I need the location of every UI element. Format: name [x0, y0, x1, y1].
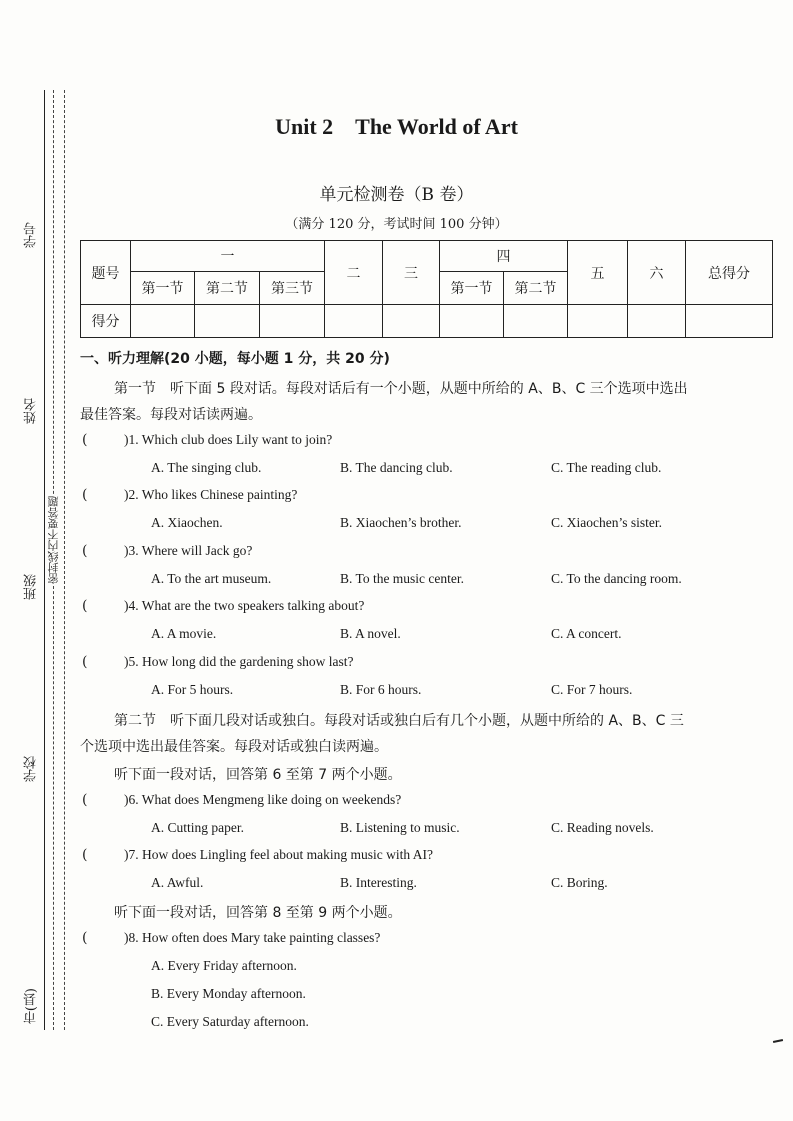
sub-section-1: 第一节: [131, 272, 195, 305]
answer-bracket[interactable]: (: [82, 543, 88, 559]
option-a: A. Every Friday afternoon.: [151, 958, 297, 973]
score-cell[interactable]: [383, 305, 440, 338]
section-two-instruction-cont: 个选项中选出最佳答案。每段对话或独白读两遍。: [80, 739, 388, 755]
score-row-label: 得分: [81, 305, 131, 338]
class-label: 班级: [24, 574, 39, 600]
score-cell[interactable]: [628, 305, 686, 338]
col-part-two: 二: [325, 241, 383, 305]
city-label: 市(县): [24, 988, 39, 1025]
answer-bracket[interactable]: (: [82, 654, 88, 670]
question-stem: )8. How often does Mary take painting classes?: [124, 930, 381, 945]
score-table: [80, 240, 773, 338]
score-cell[interactable]: [440, 305, 504, 338]
option-b: B. For 6 hours.: [340, 682, 422, 697]
option-a: A. Awful.: [151, 875, 204, 890]
col-part-three: 三: [383, 241, 440, 305]
option-a: A. For 5 hours.: [151, 682, 234, 697]
part-one-heading: 一、听力理解(20 小题，每小题 1 分，共 20 分): [80, 351, 390, 367]
question-stem: )6. What does Mengmeng like doing on weekends?: [124, 792, 402, 807]
option-b: B. The dancing club.: [340, 460, 453, 475]
option-a: A. Xiaochen.: [151, 515, 223, 530]
page-title: [0, 114, 793, 140]
section-one-instruction: 第一节 听下面 5 段对话。每段对话后有一个小题，从题中所给的 A、B、C 三个选项中选出: [114, 381, 688, 397]
dialog-6-7-instruction: 听下面一段对话，回答第 6 至第 7 两个小题。: [114, 767, 402, 783]
option-b: B. Every Monday afternoon.: [151, 986, 306, 1001]
option-c: C. For 7 hours.: [551, 682, 633, 697]
name-label: 姓名: [24, 398, 39, 424]
option-c: C. A concert.: [551, 626, 622, 641]
col-part-four: 四: [440, 241, 568, 272]
school-label: 学校: [24, 756, 39, 782]
sub-section-4-2: 第二节: [504, 272, 568, 305]
option-c: C. Every Saturday afternoon.: [151, 1014, 309, 1029]
option-a: A. To the art museum.: [151, 571, 272, 586]
sub-section-2: 第二节: [195, 272, 260, 305]
section-two-instruction: 第二节 听下面几段对话或独白。每段对话或独白后有几个小题，从题中所给的 A、B、C 三: [114, 713, 684, 729]
binding-margin: [0, 0, 75, 1121]
option-c: C. Boring.: [551, 875, 608, 890]
answer-bracket[interactable]: (: [82, 598, 88, 614]
score-cell[interactable]: [260, 305, 325, 338]
option-a: A. A movie.: [151, 626, 217, 641]
score-cell[interactable]: [568, 305, 628, 338]
col-part-one: 一: [131, 241, 325, 272]
score-cell[interactable]: [504, 305, 568, 338]
option-a: A. The singing club.: [151, 460, 262, 475]
question-stem: )2. Who likes Chinese painting?: [124, 487, 298, 502]
sub-section-3: 第三节: [260, 272, 325, 305]
question-stem: )4. What are the two speakers talking about?: [124, 598, 365, 613]
student-id-label: 学号: [24, 222, 39, 248]
option-a: A. Cutting paper.: [151, 820, 244, 835]
sub-section-4-1: 第一节: [440, 272, 504, 305]
score-cell[interactable]: [325, 305, 383, 338]
question-stem: )7. How does Lingling feel about making music with AI?: [124, 847, 433, 862]
question-number-header: 题号: [81, 241, 131, 305]
option-b: B. Listening to music.: [340, 820, 460, 835]
option-c: C. To the dancing room.: [551, 571, 682, 586]
score-cell[interactable]: [131, 305, 195, 338]
option-c: C. Reading novels.: [551, 820, 654, 835]
col-part-five: 五: [568, 241, 628, 305]
score-cell[interactable]: [686, 305, 773, 338]
title-unit: Unit 2: [275, 114, 334, 139]
option-b: B. Xiaochen’s brother.: [340, 515, 462, 530]
option-b: B. A novel.: [340, 626, 401, 641]
col-part-six: 六: [628, 241, 686, 305]
answer-bracket[interactable]: (: [82, 847, 88, 863]
answer-bracket[interactable]: (: [82, 432, 88, 448]
section-one-instruction-cont: 最佳答案。每段对话读两遍。: [80, 407, 262, 423]
score-cell[interactable]: [195, 305, 260, 338]
answer-bracket[interactable]: (: [82, 487, 88, 503]
dialog-8-9-instruction: 听下面一段对话，回答第 8 至第 9 两个小题。: [114, 905, 402, 921]
option-b: B. Interesting.: [340, 875, 417, 890]
exam-subtitle: 单元检测卷（B 卷）: [319, 185, 474, 205]
exam-note: （满分 120 分，考试时间 100 分钟）: [285, 217, 508, 232]
answer-bracket[interactable]: (: [82, 792, 88, 808]
option-c: C. The reading club.: [551, 460, 662, 475]
option-b: B. To the music center.: [340, 571, 465, 586]
title-name: The World of Art: [355, 114, 518, 139]
question-stem: )1. Which club does Lily want to join?: [124, 432, 333, 447]
col-total: 总得分: [686, 241, 773, 305]
page-corner-mark: [773, 1039, 783, 1043]
question-stem: )5. How long did the gardening show last?: [124, 654, 354, 669]
seal-note: 密封线内不要答题: [47, 496, 60, 584]
answer-bracket[interactable]: (: [82, 930, 88, 946]
question-stem: )3. Where will Jack go?: [124, 543, 253, 558]
option-c: C. Xiaochen’s sister.: [551, 515, 662, 530]
